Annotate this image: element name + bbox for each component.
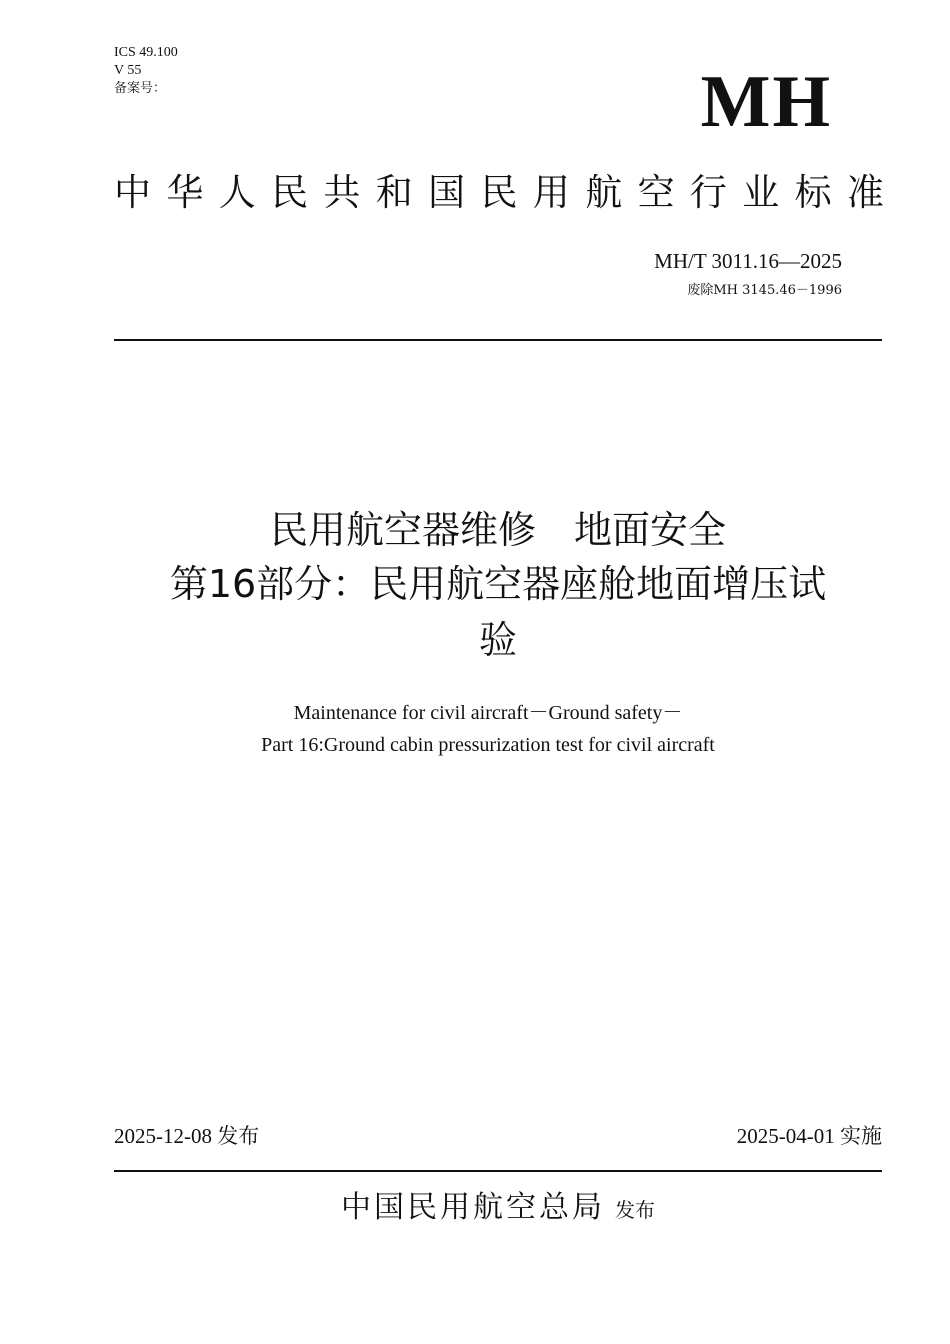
ccs-code: V 55 (114, 63, 142, 78)
title-cn-line3: 验 (478, 618, 517, 662)
title-cn-line2: 第16部分：民用航空器座舱地面增压试 (169, 562, 827, 606)
issuer (114, 1182, 882, 1226)
implement-date (737, 1120, 882, 1150)
top-divider (114, 339, 882, 341)
issuer-organization: 中国民用航空总局 (341, 1190, 605, 1225)
issuer-published-label: 发布 (615, 1198, 655, 1222)
standard-category-title: 中华人民共和国民用航空行业标准 (114, 171, 884, 214)
ics-code: ICS 49.100 (114, 45, 178, 60)
filing-number: 备案号： (114, 81, 167, 96)
mh-logo: MH (700, 61, 832, 143)
title-en-line1: Maintenance for civil aircraft－Ground safety－ (293, 702, 683, 724)
issue-date (114, 1120, 259, 1150)
implement-label: 实施 (840, 1124, 882, 1148)
title-en-line2: Part 16:Ground cabin pressurization test for civil aircraft (261, 734, 715, 756)
bottom-divider (114, 1170, 882, 1172)
classification-block (114, 44, 178, 98)
issue-date-value: 2025-12-08 (114, 1124, 212, 1148)
replaces-note: 废除MH 3145.46－1996 (687, 283, 842, 298)
issue-label: 发布 (217, 1124, 260, 1148)
title-cn-line1: 民用航空器维修 地面安全 (269, 508, 726, 552)
standard-code: MH/T 3011.16—2025 (654, 249, 842, 273)
implement-date-value: 2025-04-01 (736, 1124, 835, 1148)
